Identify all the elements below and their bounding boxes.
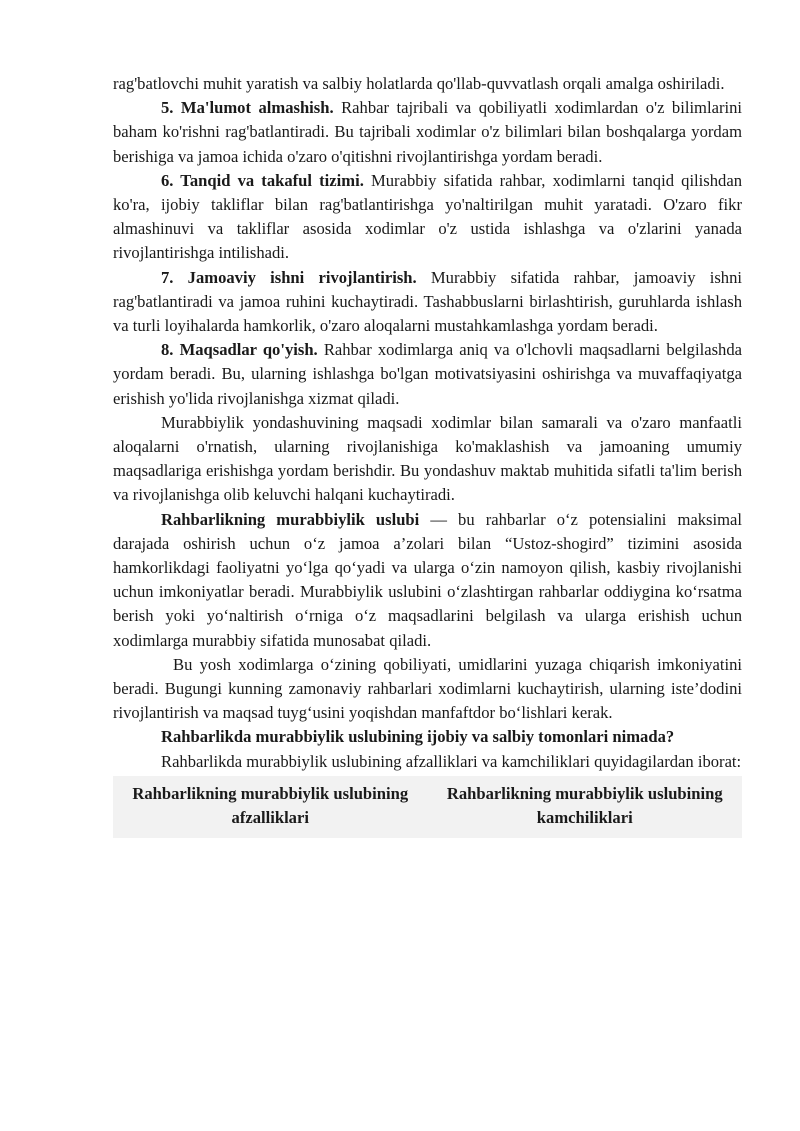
heading-malumot-almashish: 5. Ma'lumot almashish. (161, 98, 334, 118)
comparison-table-header (113, 776, 742, 838)
term-murabbiylik-uslubi: Rahbarlikning murabbiylik uslubi (161, 509, 420, 529)
paragraph-0: rag'batlovchi muhit yaratish va salbiy holatlarda qo'llab-quvvatlash orqali amalga oshiriladi. (113, 74, 725, 93)
paragraph-5: Murabbiylik yondashuvining maqsadi xodimlar bilan samarali va o'zaro manfaatli aloqalarni o'rnatish, ularning rivojlanishiga ko'maklashish va jamoaning umumiy maqsadlariga erishishga yordam berishdir. Bu yondashuv maktab muhitida sifatli ta'lim berish va rivojlanishga olib keluvchi halqani kuchaytiradi. (113, 412, 742, 505)
paragraph-4: 8. Maqsadlar qo'yish. Rahbar xodimlarga aniq va o'lchovli maqsadlarni belgilashda yordam beradi. Bu, ularning ishlashga bo'lgan motivatsiyasini oshirishga va muvaffaqiyatga erishish yo'lida rivojlanishga xizmat qiladi. (113, 340, 742, 408)
section-question: Rahbarlikda murabbiylik uslubining ijobiy va salbiy tomonlari nimada? (161, 727, 675, 747)
table-header-advantages: Rahbarlikning murabbiylik uslubining afzalliklari (132, 783, 409, 827)
heading-jamoaviy-ish: 7. Jamoaviy ishni rivojlantirish. (161, 267, 417, 287)
heading-tanqid-takaful: 6. Tanqid va takaful tizimi. (161, 170, 364, 190)
paragraph-7: Bu yosh xodimlarga o‘zining qobiliyati, umidlarini yuzaga chiqarish imkoniyatini beradi. Bugungi kunning zamonaviy rahbarlari xodimlarni kuchaytirish, ularning iste’dodini rivojlantirish va maqsad tuyg‘usini yoqishdan manfaftdor bo‘lishlari kerak. (113, 654, 742, 723)
paragraph-6: Rahbarlikning murabbiylik uslubi — bu rahbarlar o‘z potensialini maksimal darajada oshirish uchun o‘z jamoa a’zolari bilan “Ustoz-shogird” tizimini asosida hamkorlikdagi faoliyatni yo‘lga qo‘yadi va ularga o‘zin namoyon qilish, kasbiy rivojlanishi uchun imkoniyatlar beradi. Murabbiylik uslubini o‘zlashtirgan rahbarlar oddiygina ko‘rsatma berish yoki yo‘naltirish o‘rniga o‘z maqsadlarini belgilash va ularga erishish uchun xodimlarga murabbiy sifatida munosabat qiladi. (113, 509, 742, 650)
paragraph-9: Rahbarlikda murabbiylik uslubining afzalliklari va kamchiliklari quyidagilardan iborat: (161, 751, 742, 771)
paragraph-2: 6. Tanqid va takaful tizimi. Murabbiy sifatida rahbar, xodimlarni tanqid qilishdan ko'ra, ijobiy takliflar bilan rag'batlantirishga yo'naltirilgan muhit yaratadi. O'zaro fikr almashinuvi va takliflar asosida xodimlar o'z ustida ishlashga va o'zlarini yanada rivojlantirishga intilishadi. (113, 170, 742, 263)
heading-maqsadlar: 8. Maqsadlar qo'yish. (161, 340, 318, 360)
table-header-disadvantages: Rahbarlikning murabbiylik uslubining kamchiliklari (446, 783, 723, 827)
document-page (113, 72, 742, 838)
paragraph-1: 5. Ma'lumot almashish. Rahbar tajribali va qobiliyatli xodimlardan o'z bilimlarini baham ko'rishni rag'batlantiradi. Bu tajribali xodimlar o'z bilimlari bilan boshqalarga yordam berishiga va jamoa ichida o'zaro o'qitishni rivojlantirishga yordam beradi. (113, 98, 742, 166)
paragraph-3: 7. Jamoaviy ishni rivojlantirish. Murabbiy sifatida rahbar, jamoaviy ishni rag'batlantiradi va jamoa ruhini kuchaytiradi. Tashabbuslarni birlashtirish, guruhlarda ishlash va turli loyihalarda hamkorlik, o'zaro aloqalarni mustahkamlashga yordam beradi. (113, 267, 742, 336)
